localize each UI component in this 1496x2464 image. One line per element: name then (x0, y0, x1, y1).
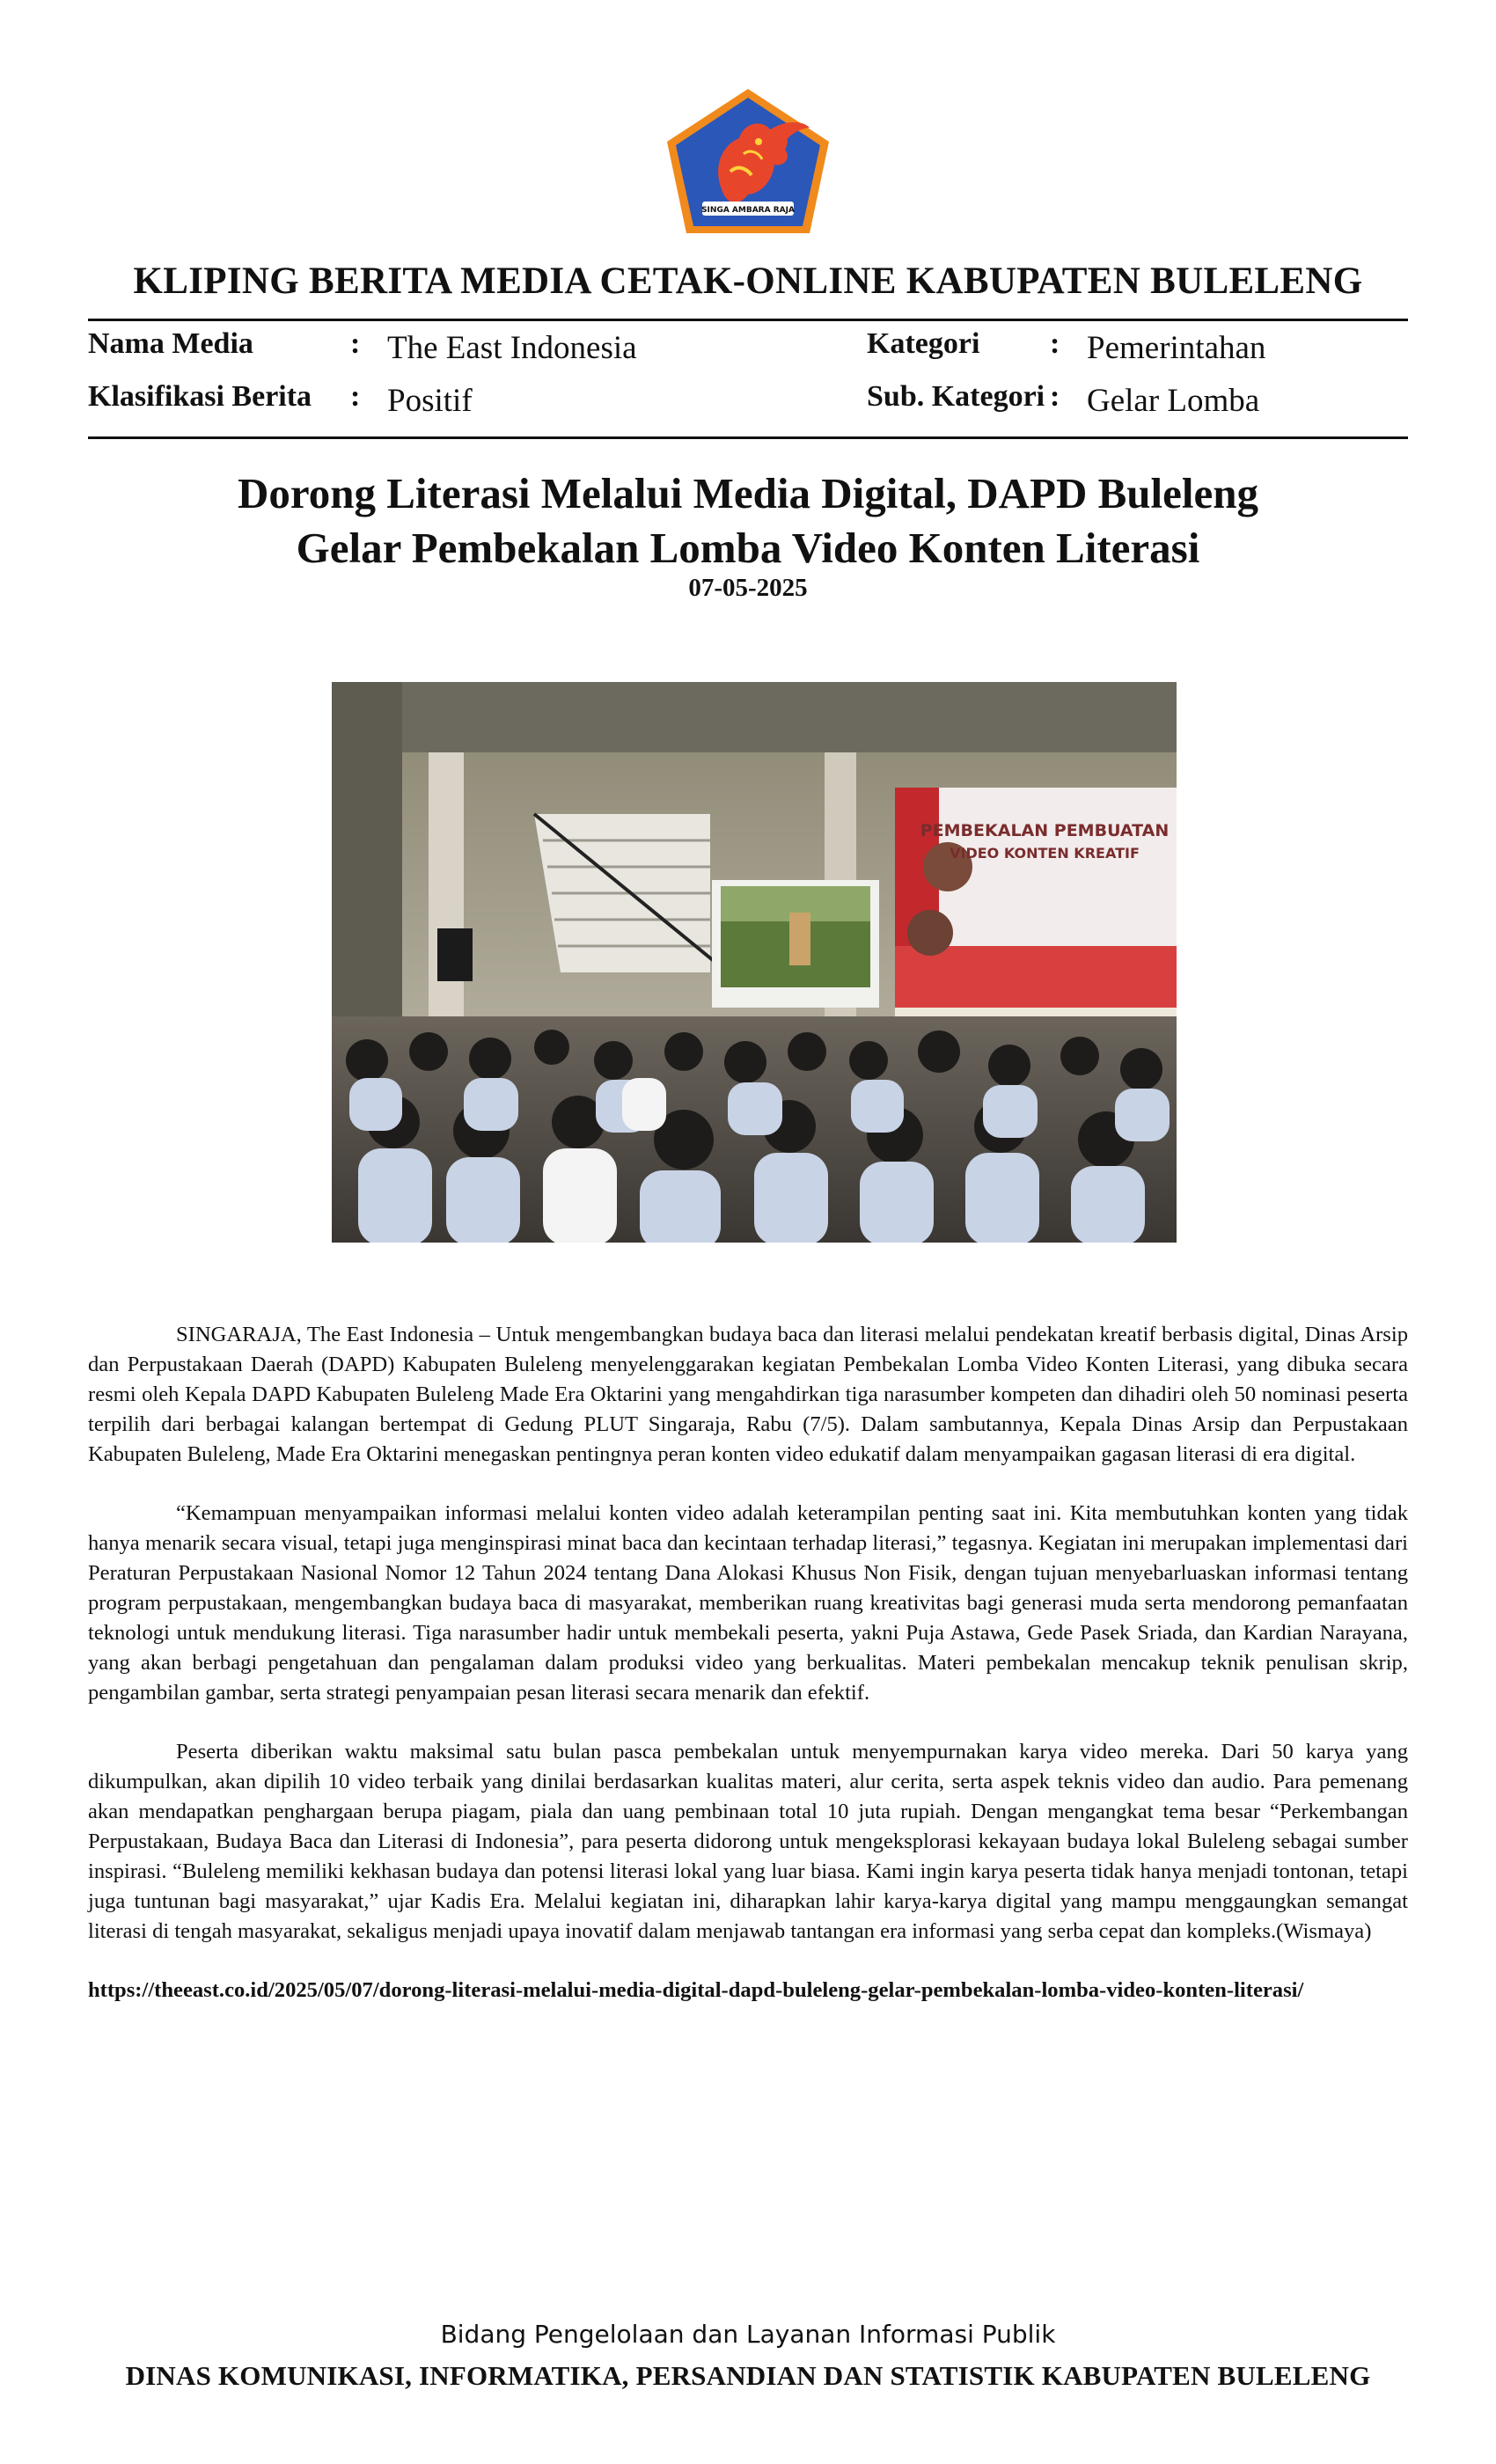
source-url-link[interactable]: https://theeast.co.id/2025/05/07/dorong-literasi-melalui-media-digital-dapd-buleleng-gelar-pembekalan-lomba-video-konten-literasi/ (88, 1978, 1304, 2002)
footer-department: Bidang Pengelolaan dan Layanan Informasi Publik (440, 2320, 1056, 2349)
category-value: Pemerintahan (1087, 330, 1266, 366)
article-title-line1: Dorong Literasi Melalui Media Digital, DAPD Buleleng (237, 469, 1259, 517)
subcategory-value: Gelar Lomba (1087, 383, 1260, 419)
media-name-value: The East Indonesia (387, 330, 637, 366)
article-body (88, 1320, 1408, 2006)
category-label: Kategori (867, 327, 980, 360)
article-paragraph-2: “Kemampuan menyampaikan informasi melalui konten video adalah keterampilan penting saat ini. Kita membutuhkan konten yang tidak hanya menarik secara visual, tetapi juga menginspirasi minat baca dan kecintaan terhadap literasi,” tegasnya. Kegiatan ini merupakan implementasi dari Peraturan Perpustakaan Nasional Nomor 12 Tahun 2024 tentang Dana Alokasi Khusus Non Fisik, dengan tujuan menyebarluaskan informasi tentang program perpustakaan, mengembangkan budaya baca di masyarakat, memberikan ruang kreativitas bagi generasi muda serta mendorong pemanfaatan teknologi untuk mendukung literasi. Tiga narasumber hadir untuk membekali peserta, yakni Puja Astawa, Gede Pasek Sriada, dan Kardian Narayana, yang akan berbagi pengetahuan dan pengalaman dalam produksi video yang berkualitas. Materi pembekalan mencakup teknik penulisan skrip, pengambilan gambar, serta strategi penyampaian pesan literasi secara menarik dan efektif. (88, 1501, 1408, 1705)
article-photo (332, 682, 1177, 1243)
media-name-label: Nama Media (88, 327, 253, 360)
meta-row-classification (88, 380, 1408, 433)
banner-line2: VIDEO KONTEN KREATIF (950, 845, 1140, 862)
logo-motto: SINGA AMBARA RAJA (701, 206, 795, 215)
media-name-colon: : (350, 327, 361, 360)
subcategory-colon: : (1050, 380, 1060, 413)
classification-colon: : (350, 380, 361, 413)
article-date: 07-05-2025 (688, 574, 808, 602)
banner-line1: PEMBEKALAN PEMBUATAN (920, 821, 1170, 840)
article-title (132, 466, 1364, 576)
bottom-divider (88, 436, 1408, 439)
buleleng-coat-of-arms-logo (660, 84, 836, 242)
article-paragraph-1: SINGARAJA, The East Indonesia – Untuk mengembangkan budaya baca dan literasi melalui pendekatan kreatif berbasis digital, Dinas Arsip dan Perpustakaan Daerah (DAPD) Kabupaten Buleleng menyelenggarakan kegiatan Pembekalan Lomba Video Konten Literasi, yang dibuka secara resmi oleh Kepala DAPD Kabupaten Buleleng Made Era Oktarini yang mengahdirkan tiga narasumber kompeten dan dihadiri oleh 50 nominasi peserta terpilih dari berbagai kalangan bertempat di Gedung PLUT Singaraja, Rabu (7/5). Dalam sambutannya, Kepala Dinas Arsip dan Perpustakaan Kabupaten Buleleng, Made Era Oktarini menegaskan pentingnya peran konten video edukatif dalam menyampaikan gagasan literasi di era digital. (88, 1323, 1408, 1466)
footer-agency: DINAS KOMUNIKASI, INFORMATIKA, PERSANDIAN DAN STATISTIK KABUPATEN BULELENG (125, 2360, 1371, 2391)
article-title-line2: Gelar Pembekalan Lomba Video Konten Literasi (296, 524, 1200, 572)
top-divider (88, 319, 1408, 321)
subcategory-label: Sub. Kategori (867, 380, 1045, 413)
classification-label: Klasifikasi Berita (88, 380, 312, 413)
category-colon: : (1050, 327, 1060, 360)
meta-row-media (88, 327, 1408, 380)
classification-value: Positif (387, 383, 473, 419)
article-paragraph-3: Peserta diberikan waktu maksimal satu bulan pasca pembekalan untuk menyempurnakan karya video mereka. Dari 50 karya yang dikumpulkan, akan dipilih 10 video terbaik yang dinilai berdasarkan kualitas materi, alur cerita, serta aspek teknis video dan audio. Para pemenang akan mendapatkan penghargaan berupa piagam, piala dan uang pembinaan total 10 juta rupiah. Dengan mengangkat tema besar “Perkembangan Perpustakaan, Budaya Baca dan Literasi di Indonesia”, para peserta didorong untuk mengeksplorasi kekayaan budaya lokal Buleleng sebagai sumber inspirasi. “Buleleng memiliki kekhasan budaya dan potensi literasi lokal yang luar biasa. Kami ingin karya peserta tidak hanya menjadi tontonan, tetapi juga tuntunan bagi masyarakat,” ujar Kadis Era. Melalui kegiatan ini, diharapkan lahir karya-karya digital yang mampu menggaungkan semangat literasi di tengah masyarakat, sekaligus menjadi upaya inovatif dalam menjawab tantangan era informasi yang serba cepat dan kompleks.(Wismaya) (88, 1740, 1408, 1943)
page-heading: KLIPING BERITA MEDIA CETAK-ONLINE KABUPATEN BULELENG (133, 260, 1363, 302)
